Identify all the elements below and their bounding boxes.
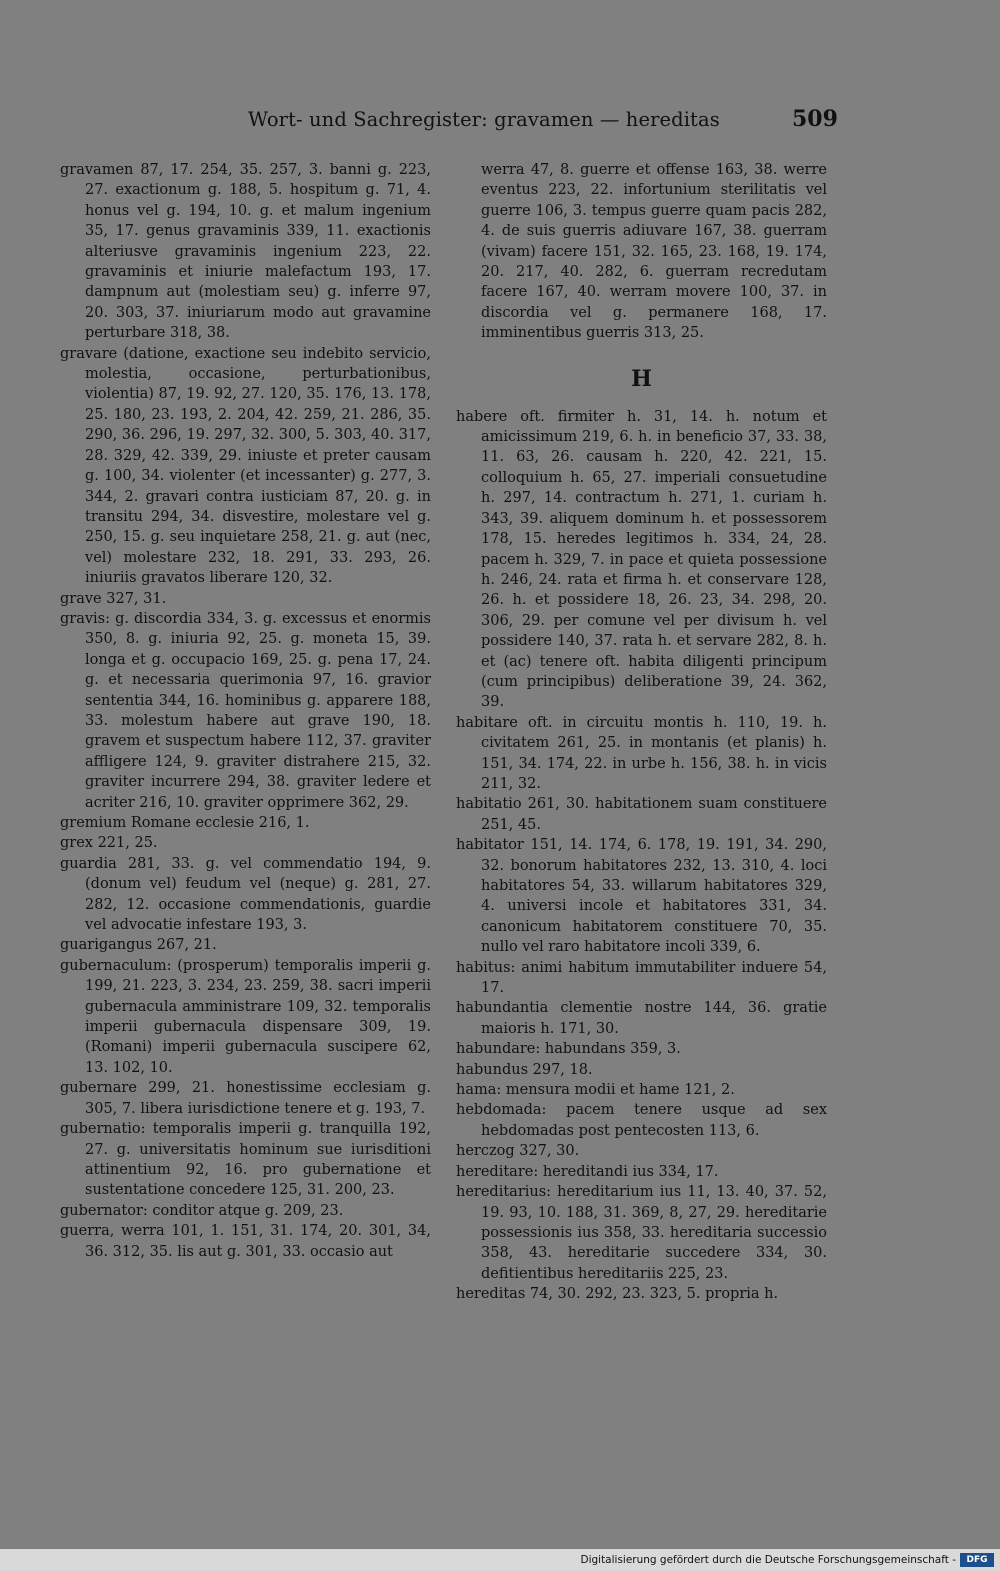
index-entry: guardia 281, 33. g. vel commendatio 194, 9. (donum vel) feudum vel (neque) g. 281, 27. 282, 12. occasione commendationis, guardie vel advocatie infestare 193, 3.: [60, 855, 431, 934]
index-entry: herczog 327, 30.: [456, 1143, 580, 1160]
index-entry: gravare (datione, exactione seu indebito servicio, molestia, occasione, perturbationibus, violentia) 87, 19. 92, 27. 120, 35. 176, 13. 178, 25. 180, 23. 193, 2. 204, 42. 259, 21. 286, 35. 290, 36. 296, 19. 297, 32. 300, 5. 303, 40. 317, 28. 329, 42. 339, 29. iniuste et preter causam g. 100, 34. violenter (et incessanter) g. 277, 3. 344, 2. gravari contra iusticiam 87, 20. g. in transitu 294, 34. disvestire, molestare vel g. 250, 15. g. seu inquietare 258, 21. g. aut (nec, vel) molestare 232, 18. 291, 33. 293, 26. iniuriis gravatos liberare 120, 32.: [60, 345, 431, 587]
section-letter: H: [631, 365, 652, 392]
index-entry: gubernatio: temporalis imperii g. tranquilla 192, 27. g. universitatis hominum sue iurisditioni attinentium 92, 16. pro gubernatione et sustentatione concedere 125, 31. 200, 23.: [60, 1121, 431, 1199]
index-entry: grex 221, 25.: [60, 835, 158, 852]
digitization-credit: Digitalisierung gefördert durch die Deutsche Forschungsgemeinschaft -: [580, 1554, 956, 1566]
index-entry: gravamen 87, 17. 254, 35. 257, 3. banni g. 223, 27. exactionum g. 188, 5. hospitum g. 71, 4. honus vel g. 194, 10. g. et malum ingenium 35, 17. genus gravaminis 339, 11. exactionis alteriusve gravaminis ingenium 223, 22. gravaminis et iniurie malefactum 193, 17. dampnum aut (molestiam seu) g. inferre 97, 20. 303, 37. iniuriarum modo aut gravamine perturbare 318, 38.: [60, 162, 431, 342]
index-entry: hereditas 74, 30. 292, 23. 323, 5. propria h.: [456, 1286, 779, 1303]
left-column: [60, 160, 431, 1262]
page-number: 509: [792, 106, 838, 132]
index-entry-continued: werra 47, 8. guerre et offense 163, 38. werre eventus 223, 22. infortunium sterilitatis vel guerre 106, 3. tempus guerre quam pacis 282, 4. de suis guerris adiuvare 167, 38. guerram (vivam) facere 151, 32. 165, 23. 168, 19. 174, 20. 217, 40. 282, 6. guerram recredutam facere 167, 40. werram movere 100, 37. in discordia vel g. permanere 168, 17. imminentibus guerris 313, 25.: [481, 162, 827, 342]
index-entry: habitare oft. in circuitu montis h. 110, 19. h. civitatem 261, 25. in montanis (et planis) h. 151, 34. 174, 22. in urbe h. 156, 38. h. in vicis 211, 32.: [456, 714, 827, 792]
footer-bar: [0, 1549, 1000, 1571]
right-column: [456, 160, 827, 1305]
index-entry: habere oft. firmiter h. 31, 14. h. notum et amicissimum 219, 6. h. in beneficio 37, 33. 38, 11. 63, 26. causam h. 220, 42. 221, 15. colloquium h. 65, 27. imperiali consuetudine h. 297, 14. contractum h. 271, 1. curiam h. 343, 39. aliquem dominum h. et possessorem 178, 15. heredes legitimos h. 334, 24, 28. pacem h. 329, 7. in pace et quieta possessione h. 246, 24. rata et firma h. et conservare 128, 26. h. et possidere 18, 26. 23, 34. 298, 20. 306, 29. per comune vel per divisum h. vel possidere 140, 37. rata h. et servare 282, 8. h. et (ac) tenere oft. habita diligenti principum (cum principibus) deliberatione 39, 24. 362, 39.: [456, 408, 827, 711]
index-entry: hebdomada: pacem tenere usque ad sex hebdomadas post pentecosten 113, 6.: [456, 1102, 827, 1139]
index-entry: gubernare 299, 21. honestissime ecclesiam g. 305, 7. libera iurisdictione tenere et g. 193, 7.: [60, 1080, 431, 1117]
index-entry: gravis: g. discordia 334, 3. g. excessus et enormis 350, 8. g. iniuria 92, 25. g. moneta 15, 39. longa et g. occupacio 169, 25. g. pena 17, 24. g. et necessaria querimonia 97, 16. gravior sententia 344, 16. hominibus g. apparere 188, 33. molestum habere aut grave 190, 18. gravem et suspectum habere 112, 37. graviter affligere 124, 9. graviter distrahere 215, 32. graviter incurrere 294, 38. graviter ledere et acriter 216, 10. graviter opprimere 362, 29.: [60, 610, 431, 811]
index-entry: guarigangus 267, 21.: [60, 937, 217, 954]
index-entry: grave 327, 31.: [60, 590, 167, 607]
index-entry: habundare: habundans 359, 3.: [456, 1041, 681, 1058]
index-entry: habundus 297, 18.: [456, 1061, 593, 1078]
index-entry: habundantia clementie nostre 144, 36. gratie maioris h. 171, 30.: [456, 1000, 827, 1037]
page-header-title: Wort- und Sachregister: gravamen — hereditas: [248, 108, 720, 131]
dfg-logo[interactable]: DFG: [960, 1553, 994, 1567]
index-entry: gremium Romane ecclesie 216, 1.: [60, 815, 310, 831]
index-entry: habitus: animi habitum immutabiliter induere 54, 17.: [456, 959, 827, 997]
index-entry: gubernaculum: (prosperum) temporalis imperii g. 199, 21. 223, 3. 234, 23. 259, 38. sacri imperii gubernacula amministrare 109, 32. temporalis imperii gubernacula dispensare 309, 19. (Romani) imperii gubernacula suscipere 62, 13. 102, 10.: [60, 957, 431, 1076]
index-entry: habitator 151, 14. 174, 6. 178, 19. 191, 34. 290, 32. bonorum habitatores 232, 13. 310, 4. loci habitatores 54, 33. willarum habitatores 329, 4. universi incole et habitatores 331, 34. canonicum habitatorem constituere 70, 35. nullo vel raro habitatore incoli 339, 6.: [456, 837, 827, 956]
index-entry: hereditarius: hereditarium ius 11, 13. 40, 37. 52, 19. 93, 10. 188, 31. 369, 8, 27, 29. hereditarie possessionis ius 358, 33. hereditaria successio 358, 43. hereditarie succedere 334, 30. defitientibus hereditariis 225, 23.: [456, 1184, 827, 1282]
index-entry: hama: mensura modii et hame 121, 2.: [456, 1082, 735, 1099]
index-entry: hereditare: hereditandi ius 334, 17.: [456, 1163, 719, 1180]
index-entry: gubernator: conditor atque g. 209, 23.: [60, 1202, 344, 1219]
index-entry: habitatio 261, 30. habitationem suam constituere 251, 45.: [456, 796, 827, 833]
index-entry: guerra, werra 101, 1. 151, 31. 174, 20. 301, 34, 36. 312, 35. lis aut g. 301, 33. occasio aut: [60, 1223, 431, 1260]
